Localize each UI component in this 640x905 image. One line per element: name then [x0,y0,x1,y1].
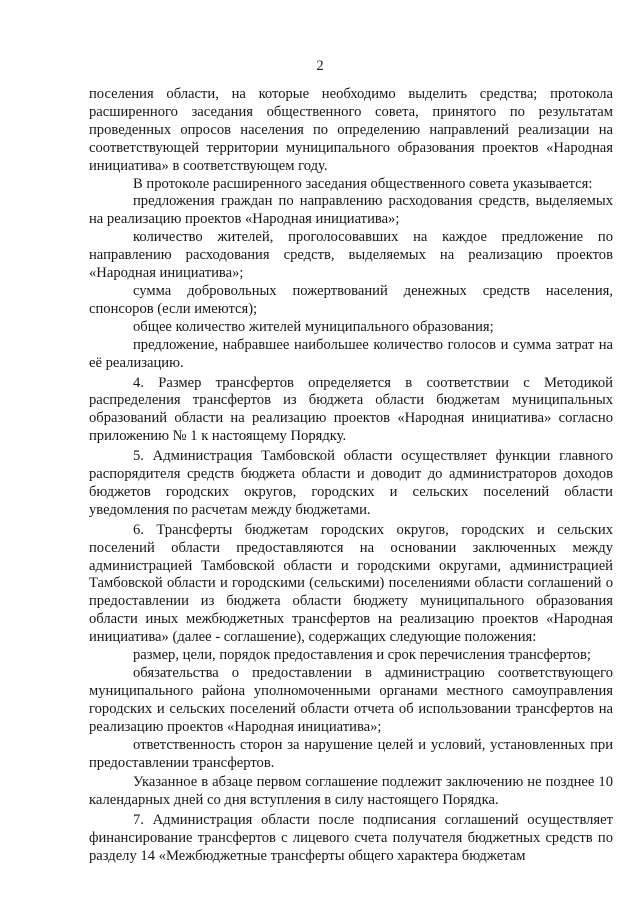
paragraph: поселения области, на которые необходимо выделить средства; протокола расширенного заседания общественного совета, принятого по результатам проведенных опросов населения по определению направлений реализации на соответствующей территории муниципального образования проектов «Народная инициатива» в соответствующем году. [89,86,613,174]
paragraph: сумма добровольных пожертвований денежных средств населения, спонсоров (если имеются); [89,282,613,317]
document-body [89,86,613,866]
paragraph: 7. Администрация области после подписания соглашений осуществляет финансирование трансфертов с лицевого счета получателя бюджетных средств по разделу 14 «Межбюджетные трансферты общего характера бюджетам [89,812,613,865]
paragraph: 5. Администрация Тамбовской области осуществляет функции главного распорядителя средств бюджета области и доводит до администраторов доходов бюджетов городских округов, городских и сельских поселений области уведомления по расчетам между бюджетами. [89,448,613,518]
paragraph: предложения граждан по направлению расходования средств, выделяемых на реализацию проектов «Народная инициатива»; [89,193,613,228]
paragraph: В протоколе расширенного заседания общественного совета указывается: [133,175,593,192]
paragraph: предложение, набравшее наибольшее количество голосов и сумма затрат на её реализацию. [89,336,613,371]
paragraph: количество жителей, проголосовавших на каждое предложение по направлению расходования средств, выделяемых на реализацию проектов «Народная инициатива»; [89,229,613,282]
paragraph: обязательства о предоставлении в администрацию соответствующего муниципального района уполномоченными органами местного самоуправления городских и сельских поселений области отчета об использовании трансфертов на реализацию проектов «Народная инициатива»; [89,665,613,735]
page-number: 2 [316,58,324,74]
paragraph: общее количество жителей муниципального образования; [133,318,494,335]
paragraph: 6. Трансферты бюджетам городских округов, городских и сельских поселений области предоставляются на основании заключенных между администрацией Тамбовской области и городскими округами, администрацией Тамбовской области и городскими (сельскими) поселениями области соглашений о предоставлении из бюджета области бюджету муниципального образования области иных межбюджетных трансфертов на реализацию проектов «Народная инициатива» (далее - соглашение), содержащих следующие положения: [89,521,613,646]
paragraph: 4. Размер трансфертов определяется в соответствии с Методикой распределения трансфертов из бюджета области бюджетам муниципальных образований области на реализацию проектов «Народная инициатива» согласно приложению № 1 к настоящему Порядку. [89,374,613,445]
paragraph: ответственность сторон за нарушение целей и условий, установленных при предоставлении трансфертов. [89,736,613,771]
paragraph: размер, цели, порядок предоставления и срок перечисления трансфертов; [133,647,591,664]
paragraph: Указанное в абзаце первом соглашение подлежит заключению не позднее 10 календарных дней со дня вступления в силу настоящего Порядка. [89,774,613,809]
